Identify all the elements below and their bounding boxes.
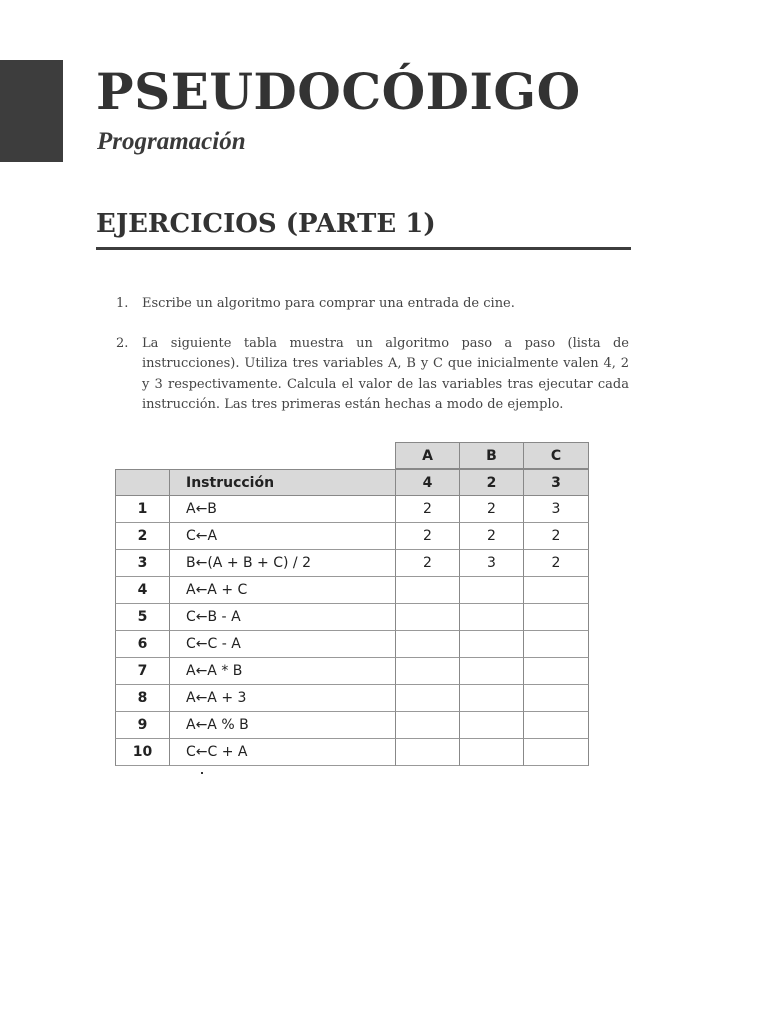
table-row	[115, 523, 589, 550]
step-number: 2	[115, 523, 169, 550]
column-header-c: C	[523, 442, 589, 469]
table-corner-blank	[115, 442, 395, 469]
exercise-text: Escribe un algoritmo para comprar una entrada de cine.	[142, 296, 515, 311]
table-row	[115, 577, 589, 604]
value-b-cell	[459, 577, 523, 604]
initial-value-a: 4	[395, 469, 459, 496]
algorithm-table	[115, 442, 589, 766]
value-a-cell	[395, 739, 459, 766]
instruction-cell: C←B - A	[169, 604, 395, 631]
step-number: 4	[115, 577, 169, 604]
value-a-cell	[395, 577, 459, 604]
value-b-cell	[459, 739, 523, 766]
side-color-block	[0, 60, 63, 162]
value-c-cell	[523, 631, 589, 658]
page-title: PSEUDOCÓDIGO	[96, 62, 581, 121]
value-c-cell: 2	[523, 550, 589, 577]
value-a-cell: 2	[395, 523, 459, 550]
value-a-cell	[395, 712, 459, 739]
value-a-cell	[395, 685, 459, 712]
exercise-number: 2.	[116, 335, 129, 351]
table-row	[115, 712, 589, 739]
value-b-cell: 2	[459, 496, 523, 523]
column-header-b: B	[459, 442, 523, 469]
table-row	[115, 604, 589, 631]
value-a-cell	[395, 631, 459, 658]
value-b-cell	[459, 631, 523, 658]
value-b-cell: 3	[459, 550, 523, 577]
value-b-cell	[459, 604, 523, 631]
exercise-number: 1.	[116, 296, 129, 311]
exercise-list	[116, 294, 629, 435]
instruction-cell: C←C + A	[169, 739, 395, 766]
exercise-item	[116, 334, 629, 416]
instruction-cell: A←B	[169, 496, 395, 523]
row-number-header	[115, 469, 169, 496]
table-body	[115, 496, 589, 766]
table-row	[115, 550, 589, 577]
table-row	[115, 496, 589, 523]
value-b-cell	[459, 658, 523, 685]
value-b-cell	[459, 712, 523, 739]
table-row	[115, 631, 589, 658]
value-c-cell	[523, 604, 589, 631]
step-number: 7	[115, 658, 169, 685]
instruction-cell: B←(A + B + C) / 2	[169, 550, 395, 577]
value-c-cell	[523, 739, 589, 766]
value-b-cell	[459, 685, 523, 712]
value-c-cell	[523, 577, 589, 604]
instruction-cell: A←A * B	[169, 658, 395, 685]
step-number: 3	[115, 550, 169, 577]
value-a-cell: 2	[395, 550, 459, 577]
value-a-cell	[395, 604, 459, 631]
initial-value-c: 3	[523, 469, 589, 496]
instruction-cell: C←A	[169, 523, 395, 550]
step-number: 8	[115, 685, 169, 712]
exercise-item	[116, 294, 629, 315]
value-c-cell: 3	[523, 496, 589, 523]
column-header-a: A	[395, 442, 459, 469]
value-a-cell	[395, 658, 459, 685]
section-heading: EJERCICIOS (PARTE 1)	[96, 209, 631, 250]
instruction-cell: A←A + C	[169, 577, 395, 604]
value-c-cell: 2	[523, 523, 589, 550]
instruction-cell: A←A % B	[169, 712, 395, 739]
table-row	[115, 739, 589, 766]
step-number: 1	[115, 496, 169, 523]
step-number: 10	[115, 739, 169, 766]
value-a-cell: 2	[395, 496, 459, 523]
step-number: 6	[115, 631, 169, 658]
step-number: 9	[115, 712, 169, 739]
step-number: 5	[115, 604, 169, 631]
instruction-cell: A←A + 3	[169, 685, 395, 712]
value-c-cell	[523, 685, 589, 712]
value-b-cell: 2	[459, 523, 523, 550]
variables-header-row	[115, 442, 589, 469]
table-row	[115, 658, 589, 685]
instruction-header: Instrucción	[169, 469, 395, 496]
value-c-cell	[523, 658, 589, 685]
stray-dot	[201, 772, 203, 774]
initial-value-b: 2	[459, 469, 523, 496]
table-row	[115, 685, 589, 712]
exercise-text: La siguiente tabla muestra un algoritmo paso a paso (lista de instrucciones). Utiliza tres variables A, B y C que inicialmente valen 4, 2 y 3 respectivamente. Calcula el valor de las variables tras ejecutar cada instrucción. Las tres primeras están hechas a modo de ejemplo.	[142, 335, 629, 412]
instruction-cell: C←C - A	[169, 631, 395, 658]
value-c-cell	[523, 712, 589, 739]
initial-values-row	[115, 469, 589, 496]
page-subtitle: Programación	[97, 128, 246, 155]
